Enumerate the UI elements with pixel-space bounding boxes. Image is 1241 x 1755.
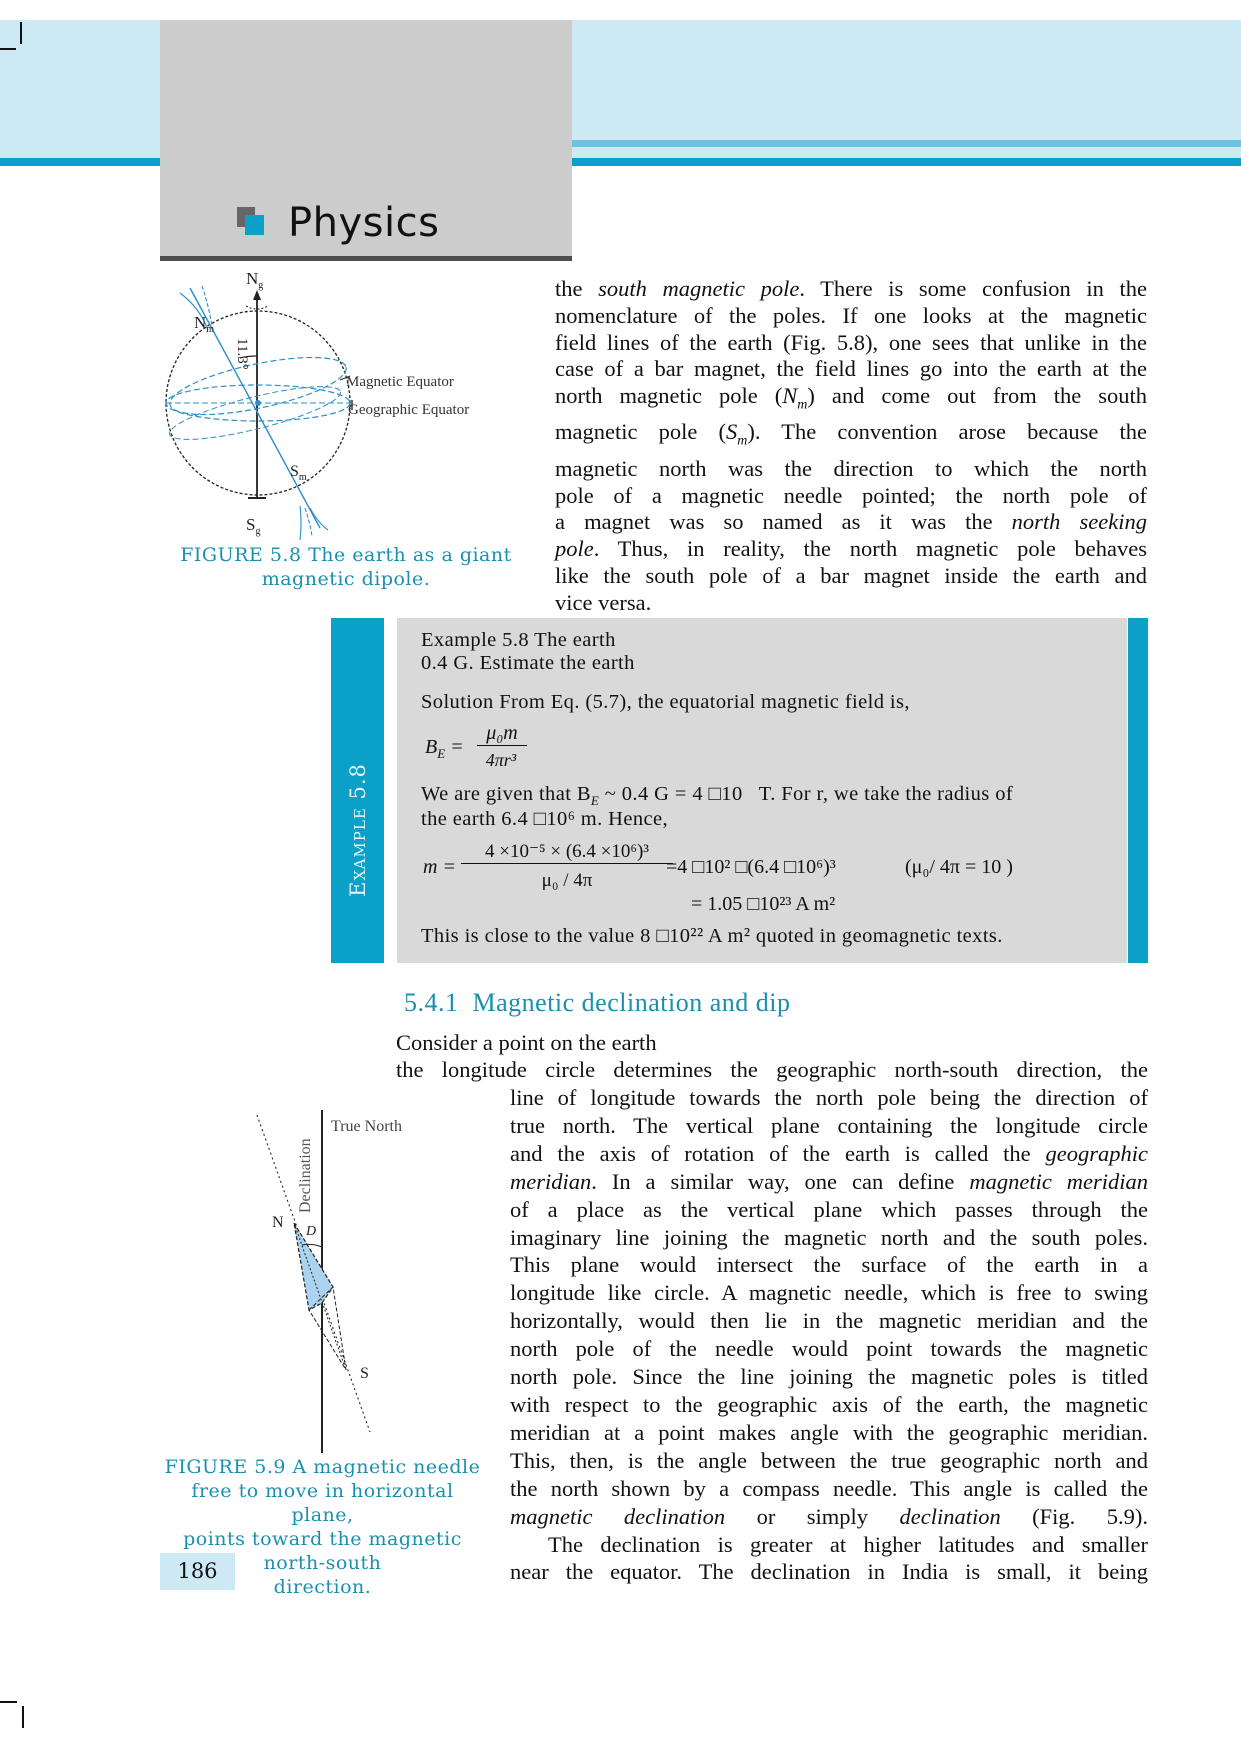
- text-line: vice versa.: [555, 589, 652, 615]
- text-line: north pole of the needle would point towards the magnetic: [510, 1336, 1148, 1362]
- text-line: a magnet was so named as it was the north seeking: [555, 509, 1147, 535]
- text-line: Consider a point on the earth: [396, 1030, 657, 1055]
- crop-mark-top-h: [0, 48, 16, 50]
- caption-line: FIGURE 5.8 The earth as a giant: [180, 544, 512, 566]
- text-line: north pole. Since the line joining the magnetic poles is titled: [510, 1364, 1148, 1390]
- caption-line: magnetic dipole.: [261, 568, 431, 590]
- label-geo-south: $S_g$: [246, 515, 261, 537]
- text-line: meridian at a point makes angle with the geographic meridian.: [510, 1419, 1148, 1445]
- text-line: magnetic north was the direction to which the north: [555, 455, 1147, 481]
- formula-m: [421, 840, 1121, 900]
- caption-line: free to move in horizontal plane,: [191, 1480, 454, 1526]
- caption-line: points toward the magnetic: [183, 1528, 462, 1550]
- crop-mark-bottom-v: [22, 1706, 24, 1728]
- book-title: Physics: [288, 200, 440, 246]
- text-line: nomenclature of the poles. If one looks at the magnetic: [555, 302, 1147, 328]
- logo-square-blue-icon: [245, 215, 264, 235]
- text-line: This plane would intersect the surface of the earth in a: [510, 1252, 1148, 1278]
- section-heading: [404, 988, 790, 1018]
- example-line-2: 0.4 G. Estimate the earth: [421, 652, 635, 674]
- text-line: magnetic pole $(S_m)$. The convention arose because the: [555, 419, 1147, 449]
- m-note: (μ₀/ 4π = 10 ): [905, 856, 1013, 878]
- m-lhs: m =: [423, 856, 456, 878]
- given-text: We are given that B: [421, 783, 591, 805]
- m-rhs: =4 □10² □(6.4 □10⁶)³: [666, 856, 836, 878]
- example-given-line-1: [421, 783, 1013, 809]
- label-true-north: True North: [331, 1118, 402, 1135]
- text-line: and the axis of rotation of the earth is called the geographic: [510, 1140, 1148, 1166]
- text-line: with respect to the geographic axis of the earth, the magnetic: [510, 1391, 1148, 1417]
- formula-denominator: 4πr³: [485, 750, 517, 770]
- example-line-1: Example 5.8 The earth: [421, 629, 616, 651]
- label-mag-north: $N_m$: [194, 313, 215, 335]
- crop-mark-top-v: [20, 22, 22, 44]
- section-intro-lines: [396, 1030, 1148, 1084]
- text-line: imaginary line joining the magnetic north and the south poles.: [510, 1224, 1148, 1250]
- text-line: the south magnetic pole. There is some confusion in the: [555, 276, 1147, 301]
- text-line: near the equator. The declination in India is small, it being: [510, 1559, 1148, 1585]
- formula-lhs: B: [425, 736, 438, 758]
- header-title-underline: [160, 256, 572, 261]
- section-body-paragraph: [510, 1084, 1148, 1586]
- text-line: line of longitude towards the north pole being the direction of: [510, 1085, 1148, 1110]
- label-angle-d: D: [306, 1224, 317, 1239]
- text-line: of a place as the vertical plane which passes through the: [510, 1196, 1148, 1222]
- intro-paragraph: [555, 276, 1147, 617]
- caption-line: FIGURE 5.9 A magnetic needle: [164, 1456, 481, 1478]
- m-result: = 1.05 □10²³ A m²: [691, 893, 836, 915]
- given-sub: E: [590, 793, 600, 809]
- example-given-line-2: the earth 6.4 □10⁶ m. Hence,: [421, 808, 669, 830]
- label-geo-north: $N_g$: [246, 269, 264, 291]
- given-rest: ~ 0.4 G = 4 □10 T. For r, we take the radius of: [599, 783, 1014, 805]
- page-number: 186: [177, 1559, 218, 1583]
- label-south: S: [360, 1365, 369, 1382]
- label-north: N: [272, 1214, 284, 1231]
- label-mag-south: $S_m$: [290, 463, 307, 483]
- label-geographic-equator: Geographic Equator: [348, 402, 470, 418]
- example-solution: Solution From Eq. (5.7), the equatorial magnetic field is,: [421, 691, 910, 713]
- text-line: case of a bar magnet, the field lines go into the earth at the: [555, 356, 1147, 382]
- page-number-box: [160, 1553, 235, 1590]
- example-conclusion: This is close to the value 8 □10²² A m² quoted in geomagnetic texts.: [421, 925, 1003, 947]
- text-line: north magnetic pole $(N_m)$ and come out from the south: [555, 383, 1147, 413]
- label-magnetic-equator: Magnetic Equator: [346, 374, 454, 390]
- label-angle: 11.3°: [234, 338, 250, 370]
- crop-mark-bottom-h: [0, 1701, 17, 1703]
- text-line: the north shown by a compass needle. This angle is called the: [510, 1475, 1148, 1501]
- caption-line: north-south: [263, 1552, 382, 1574]
- section-title: Magnetic declination and dip: [472, 988, 791, 1017]
- text-line: The declination is greater at higher latitudes and smaller: [548, 1531, 1148, 1557]
- text-line: meridian. In a similar way, one can define magnetic meridian: [510, 1168, 1149, 1194]
- figure-5-9-declination: [250, 1095, 450, 1455]
- text-line: field lines of the earth (Fig. 5.8), one sees that unlike in the: [555, 329, 1147, 355]
- m-numerator: 4 ×10⁻⁵ × (6.4 ×10⁶)³: [461, 840, 673, 864]
- text-line: pole of a magnetic needle pointed; the north pole of: [555, 482, 1147, 508]
- example-right-bar: [1128, 618, 1148, 963]
- text-line: like the south pole of a bar magnet inside the earth and: [555, 562, 1147, 588]
- text-line: This, then, is the angle between the true geographic north and: [510, 1447, 1148, 1473]
- example-sidebar: [331, 618, 384, 963]
- example-side-label: Example 5.8: [345, 763, 370, 897]
- formula-numerator: μ₀m: [477, 722, 527, 746]
- caption-line: direction.: [273, 1576, 372, 1598]
- text-line: longitude like circle. A magnetic needle, which is free to swing: [510, 1280, 1148, 1306]
- m-denominator: μ₀ / 4π: [541, 870, 593, 891]
- text-line: horizontally, would then lie in the magnetic meridian and the: [510, 1308, 1148, 1334]
- text-line: magnetic declination or simply declination (Fig. 5.9).: [510, 1503, 1148, 1529]
- text-line: the longitude circle determines the geographic north-south direction, the: [396, 1056, 1148, 1082]
- text-line: true north. The vertical plane containing the longitude circle: [510, 1112, 1148, 1138]
- axis-arrow-icon: [253, 290, 261, 300]
- figure-5-8-caption: [170, 543, 522, 591]
- formula-lhs-sub: E: [437, 746, 446, 761]
- text-line: pole. Thus, in reality, the north magnetic pole behaves: [555, 536, 1147, 562]
- section-number: 5.4.1: [404, 988, 459, 1017]
- header-accent-line: [572, 140, 1241, 147]
- figure-5-8-earth-dipole: [150, 268, 530, 543]
- label-declination: Declination: [297, 1138, 314, 1213]
